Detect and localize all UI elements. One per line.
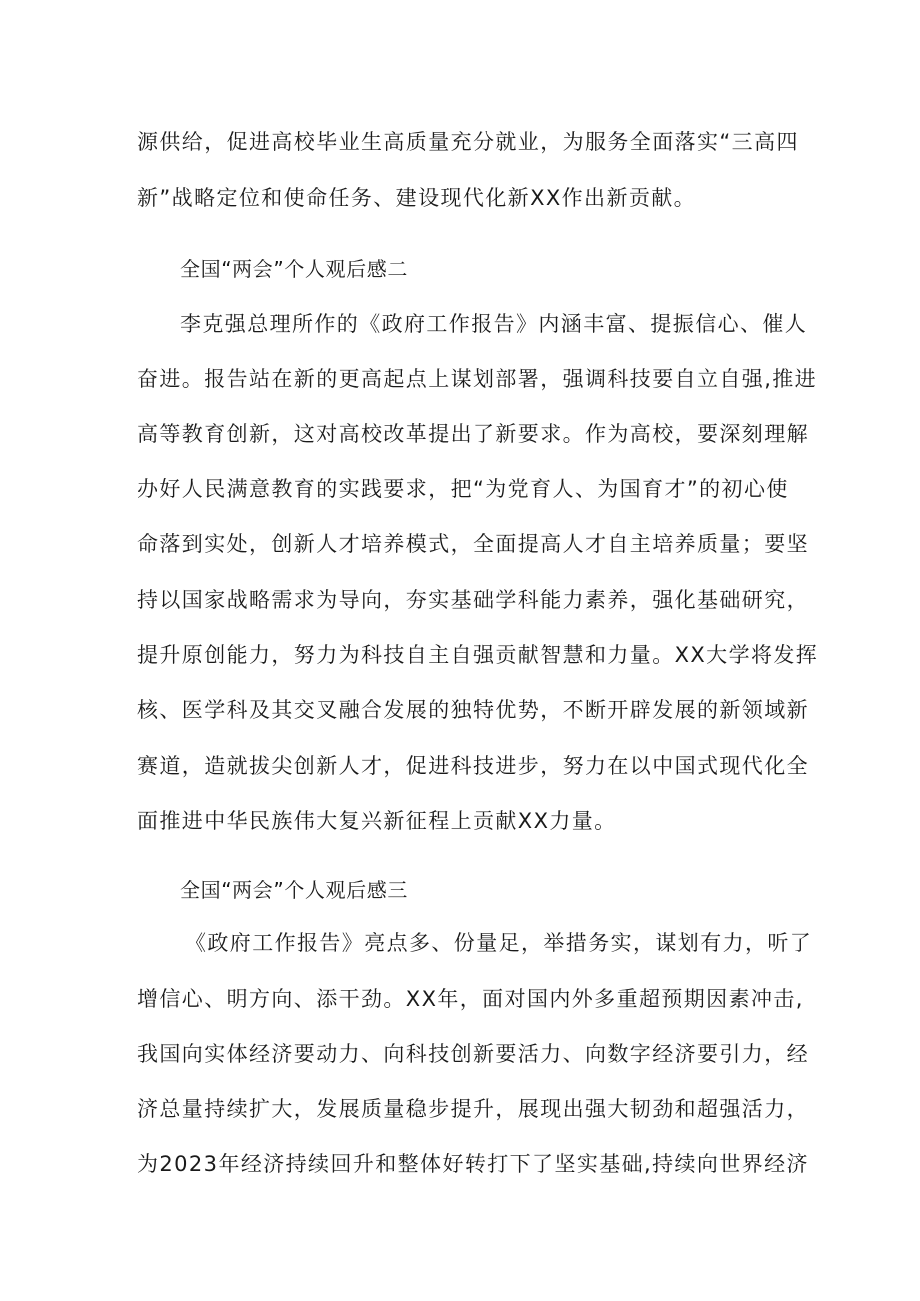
paragraph-line: 我国向实体经济要动力、向科技创新要活力、向数字经济要引力，经 — [137, 1042, 809, 1066]
paragraph-line: 增信心、明方向、添干劲。XX年，面对国内外多重超预期因素冲击, — [137, 987, 804, 1011]
paragraph-line: 高等教育创新，这对高校改革提出了新要求。作为高校，要深刻理解 — [137, 422, 809, 446]
paragraph-line: 命落到实处，创新人才培养模式，全面提高人才自主培养质量；要坚 — [137, 532, 809, 556]
paragraph-line: 赛道，造就拔尖创新人才，促进科技进步，努力在以中国式现代化全 — [137, 754, 809, 778]
paragraph-line: 提升原创能力，努力为科技自主自强贡献智慧和力量。XX大学将发挥 — [137, 643, 819, 667]
section-heading-3: 全国“两会”个人观后感三 — [180, 878, 408, 902]
paragraph-line: 持以国家战略需求为导向，夯实基础学科能力素养，强化基础研究， — [137, 588, 809, 612]
paragraph-line: 新”战略定位和使命任务、建设现代化新XX作出新贡献。 — [137, 186, 697, 210]
paragraph-line: 源供给，促进高校毕业生高质量充分就业，为服务全面落实“三高四 — [137, 130, 799, 154]
paragraph-line: 奋进。报告站在新的更高起点上谋划部署，强调科技要自立自强,推进 — [137, 367, 818, 391]
paragraph-line: 《政府工作报告》亮点多、份量足，举措务实，谋划有力，听了 — [185, 931, 813, 955]
paragraph-line: 李克强总理所作的《政府工作报告》内涵丰富、提振信心、催人 — [180, 312, 808, 336]
paragraph-line: 为2023年经济持续回升和整体好转打下了坚实基础,持续向世界经济 — [137, 1152, 809, 1176]
paragraph-line: 办好人民满意教育的实践要求，把“为党育人、为国育才”的初心使 — [137, 477, 789, 501]
paragraph-line: 核、医学科及其交叉融合发展的独特优势，不断开辟发展的新领域新 — [137, 698, 809, 722]
paragraph-line: 面推进中华民族伟大复兴新征程上贡献XX力量。 — [137, 809, 617, 833]
section-heading-2: 全国“两会”个人观后感二 — [180, 257, 408, 281]
paragraph-line: 济总量持续扩大，发展质量稳步提升，展现出强大韧劲和超强活力， — [137, 1097, 809, 1121]
